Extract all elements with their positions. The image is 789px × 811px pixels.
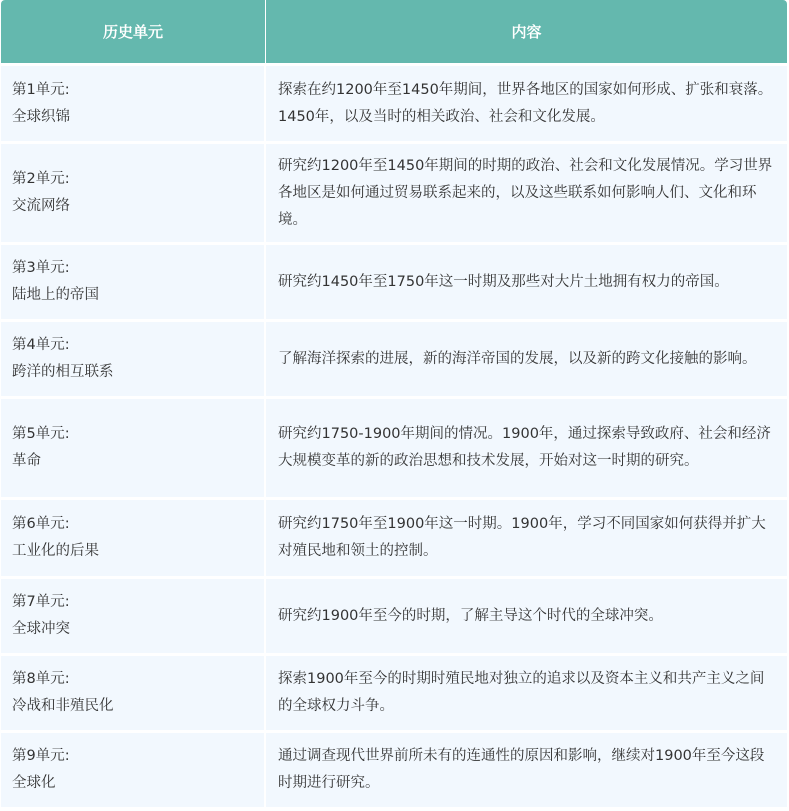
table-row xyxy=(1,653,787,730)
table-row xyxy=(1,319,787,396)
header-history-unit: 历史单元 xyxy=(1,0,266,63)
unit-number: 第5单元: xyxy=(12,426,70,442)
unit-cell xyxy=(1,319,266,396)
unit-title: 交流网络 xyxy=(12,198,70,214)
unit-title: 工业化的后果 xyxy=(12,543,99,559)
table-header-row xyxy=(1,0,787,63)
content-cell: 研究约1200年至1450年期间的时期的政治、社会和文化发展情况。学习世界各地区是如何通过贸易联系起来的，以及这些联系如何影响人们、文化和环境。 xyxy=(266,141,787,242)
unit-title: 全球化 xyxy=(12,775,56,791)
unit-title: 全球冲突 xyxy=(12,621,70,637)
unit-title: 陆地上的帝国 xyxy=(12,287,99,303)
content-cell: 研究约1750年至1900年这一时期。1900年，学习不同国家如何获得并扩大对殖民地和领土的控制。 xyxy=(266,497,787,576)
content-cell: 探索在约1200年至1450年期间，世界各地区的国家如何形成、扩张和衰落。1450年，以及当时的相关政治、社会和文化发展。 xyxy=(266,63,787,141)
unit-title: 全球织锦 xyxy=(12,108,70,125)
unit-cell xyxy=(1,730,266,807)
unit-number: 第1单元: xyxy=(12,81,70,98)
table-row xyxy=(1,63,787,141)
unit-cell xyxy=(1,396,266,497)
content-cell: 通过调查现代世界前所未有的连通性的原因和影响，继续对1900年至今这段时期进行研究。 xyxy=(266,730,787,807)
unit-cell xyxy=(1,653,266,730)
content-cell: 了解海洋探索的进展，新的海洋帝国的发展，以及新的跨文化接触的影响。 xyxy=(266,319,787,396)
table-row xyxy=(1,576,787,653)
table-row xyxy=(1,141,787,242)
unit-number: 第2单元: xyxy=(12,171,70,187)
unit-title: 革命 xyxy=(12,453,41,469)
unit-number: 第6单元: xyxy=(12,516,70,532)
unit-number: 第8单元: xyxy=(12,671,70,687)
header-content: 内容 xyxy=(266,0,787,63)
content-cell: 研究约1750-1900年期间的情况。1900年，通过探索导致政府、社会和经济大规模变革的新的政治思想和技术发展，开始对这一时期的研究。 xyxy=(266,396,787,497)
content-cell: 研究约1900年至今的时期，了解主导这个时代的全球冲突。 xyxy=(266,576,787,653)
unit-cell xyxy=(1,242,266,319)
unit-cell xyxy=(1,63,266,141)
unit-cell xyxy=(1,141,266,242)
unit-cell xyxy=(1,497,266,576)
unit-number: 第4单元: xyxy=(12,337,70,353)
table-row xyxy=(1,497,787,576)
unit-number: 第7单元: xyxy=(12,594,70,610)
unit-number: 第3单元: xyxy=(12,260,70,276)
history-units-table xyxy=(1,0,787,807)
content-cell: 研究约1450年至1750年这一时期及那些对大片土地拥有权力的帝国。 xyxy=(266,242,787,319)
table-row xyxy=(1,396,787,497)
unit-title: 冷战和非殖民化 xyxy=(12,698,114,714)
unit-number: 第9单元: xyxy=(12,748,70,764)
table-row xyxy=(1,730,787,807)
content-cell: 探索1900年至今的时期时殖民地对独立的追求以及资本主义和共产主义之间的全球权力斗争。 xyxy=(266,653,787,730)
table-row xyxy=(1,242,787,319)
unit-title: 跨洋的相互联系 xyxy=(12,364,114,380)
unit-cell xyxy=(1,576,266,653)
